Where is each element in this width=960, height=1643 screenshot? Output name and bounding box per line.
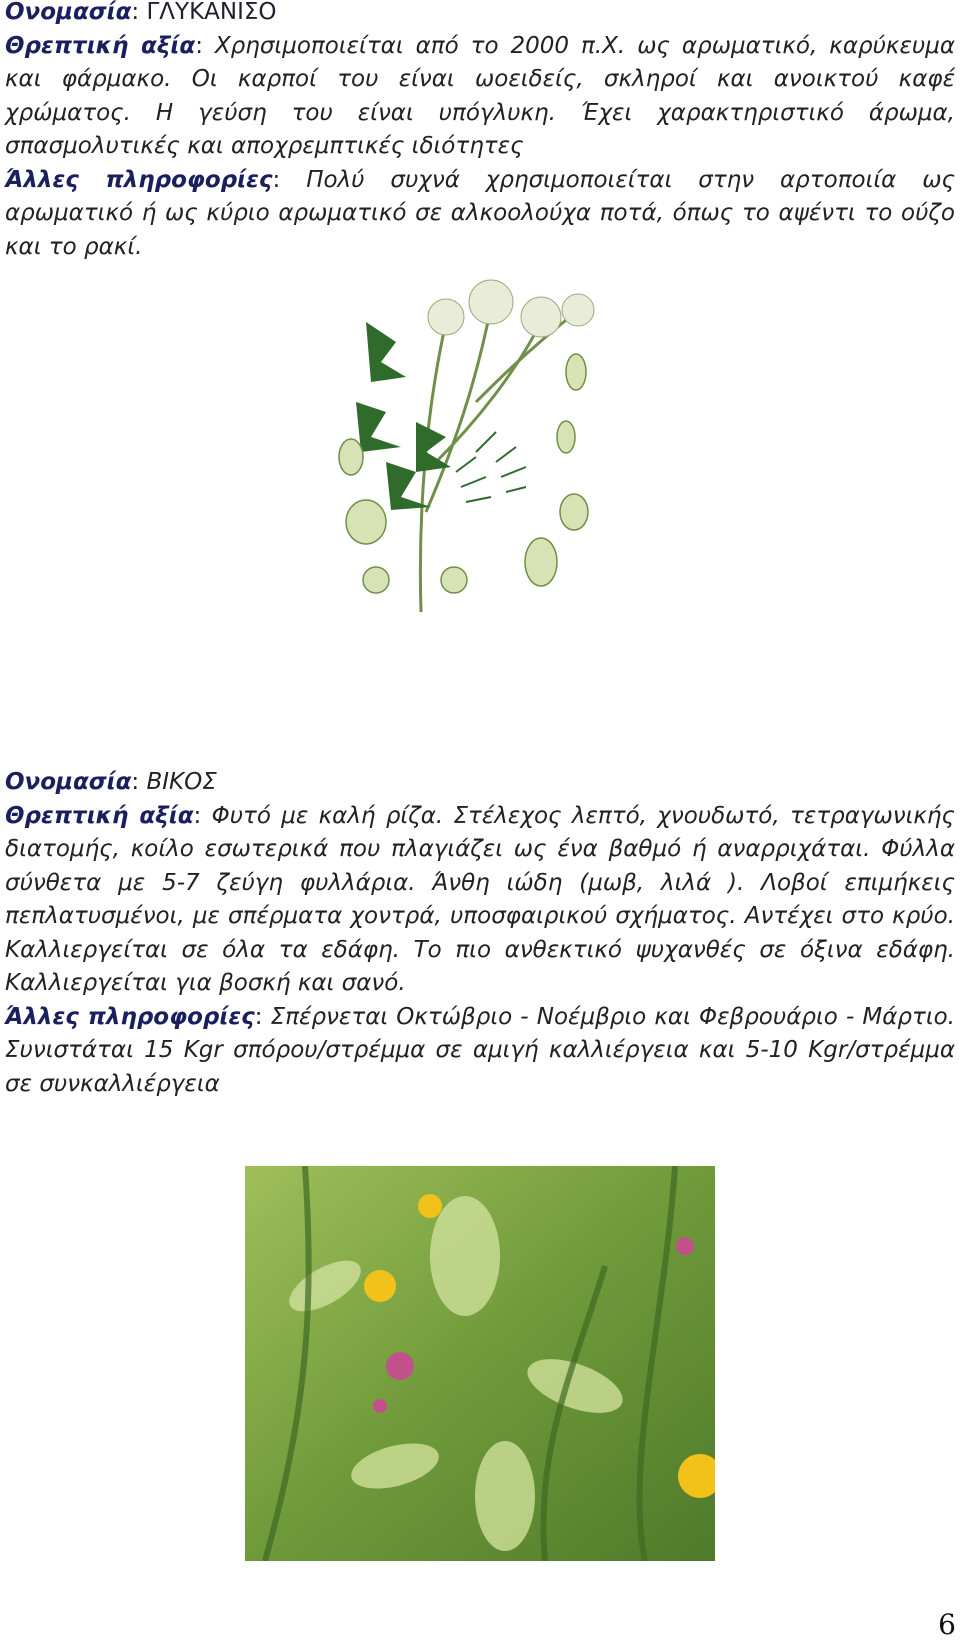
entry-anise xyxy=(5,0,955,264)
nutrition-paragraph: Θρεπτική αξία: Φυτό με καλή ρίζα. Στέλεχος λεπτό, χνουδωτό, τετραγωνικής διατομής, κοίλο εσωτερικά που πλαγιάζει ως ένα βαθμό ή αναρριχάται. Φύλλα σύνθετα με 5-7 ζεύγη φυλλάρια. Άνθη ιώδη (μωβ, λιλά ). Λοβοί επιμήκεις πεπλατυσμένοι, με σπέρματα χοντρά, υποσφαιρικού σχήματος. Αντέχει στο κρύο. Καλλιεργείται σε όλα τα εδάφη. Το πιο ανθεκτικό ψυχανθές σε όξινα εδάφη. Καλλιεργείται για βοσκή και σανό. xyxy=(5,802,955,996)
entry-vetch xyxy=(5,766,955,1101)
page-number: 6 xyxy=(938,1608,956,1641)
other-info-paragraph: Άλλες πληροφορίες: Πολύ συχνά χρησιμοποιείται στην αρτοποιία ως αρωματικό ή ως κύριο αρωματικό σε αλκοολούχα ποτά, όπως το αψέντι το ούζο και το ρακί. xyxy=(5,166,955,260)
name-value: ΓΛΥΚΑΝΙΣΟ xyxy=(146,0,277,25)
anise-illustration-svg xyxy=(326,262,631,632)
name-label: Ονομασία xyxy=(5,0,132,25)
nutrition-text: Χρησιμοποιείται από το 2000 π.Χ. ως αρωματικό, καρύκευμα και φάρμακο. Οι καρποί του είναι ωοειδείς, σκληροί και ανοικτού καφέ χρώματος. Η γεύση του είναι υπόγλυκη. Έχει χαρακτηριστικό άρωμα, σπασμολυτικές και αποχρεμπτικές ιδιότητες xyxy=(5,32,955,159)
other-info-text: Πολύ συχνά χρησιμοποιείται στην αρτοποιία ως αρωματικό ή ως κύριο αρωματικό σε αλκοολούχα ποτά, όπως το αψέντι το ούζο και το ρακί. xyxy=(5,166,955,260)
name-line: Ονομασία: ΒΙΚΟΣ xyxy=(5,769,217,795)
name-line: Ονομασία: ΓΛΥΚΑΝΙΣΟ xyxy=(5,0,277,25)
vetch-photo xyxy=(245,1166,715,1561)
name-label: Ονομασία xyxy=(5,769,132,795)
nutrition-label: Θρεπτική αξία xyxy=(5,802,194,829)
anise-illustration xyxy=(326,262,631,632)
other-info-text: Σπέρνεται Οκτώβριο - Νοέμβριο και Φεβρουάριο - Μάρτιο. Συνιστάται 15 Kgr σπόρου/στρέμμα σε αμιγή καλλιέργεια και 5-10 Kgr/στρέμμα σε συνκαλλιέργεια xyxy=(5,1003,955,1097)
nutrition-text: Φυτό με καλή ρίζα. Στέλεχος λεπτό, χνουδωτό, τετραγωνικής διατομής, κοίλο εσωτερικά που πλαγιάζει ως ένα βαθμό ή αναρριχάται. Φύλλα σύνθετα με 5-7 ζεύγη φυλλάρια. Άνθη ιώδη (μωβ, λιλά ). Λοβοί επιμήκεις πεπλατυσμένοι, με σπέρματα χοντρά, υποσφαιρικού σχήματος. Αντέχει στο κρύο. Καλλιεργείται σε όλα τα εδάφη. Το πιο ανθεκτικό ψυχανθές σε όξινα εδάφη. Καλλιεργείται για βοσκή και σανό. xyxy=(5,802,955,996)
name-value: ΒΙΚΟΣ xyxy=(146,769,217,795)
nutrition-label: Θρεπτική αξία xyxy=(5,32,196,59)
other-info-label: Άλλες πληροφορίες xyxy=(5,166,273,193)
other-info-label: Άλλες πληροφορίες xyxy=(5,1003,255,1030)
vetch-photo-svg xyxy=(245,1166,715,1561)
other-info-paragraph: Άλλες πληροφορίες: Σπέρνεται Οκτώβριο - Νοέμβριο και Φεβρουάριο - Μάρτιο. Συνιστάται 15 Kgr σπόρου/στρέμμα σε αμιγή καλλιέργεια και 5-10 Kgr/στρέμμα σε συνκαλλιέργεια xyxy=(5,1003,955,1097)
nutrition-paragraph: Θρεπτική αξία: Χρησιμοποιείται από το 2000 π.Χ. ως αρωματικό, καρύκευμα και φάρμακο. Οι καρποί του είναι ωοειδείς, σκληροί και ανοικτού καφέ χρώματος. Η γεύση του είναι υπόγλυκη. Έχει χαρακτηριστικό άρωμα, σπασμολυτικές και αποχρεμπτικές ιδιότητες xyxy=(5,32,955,159)
